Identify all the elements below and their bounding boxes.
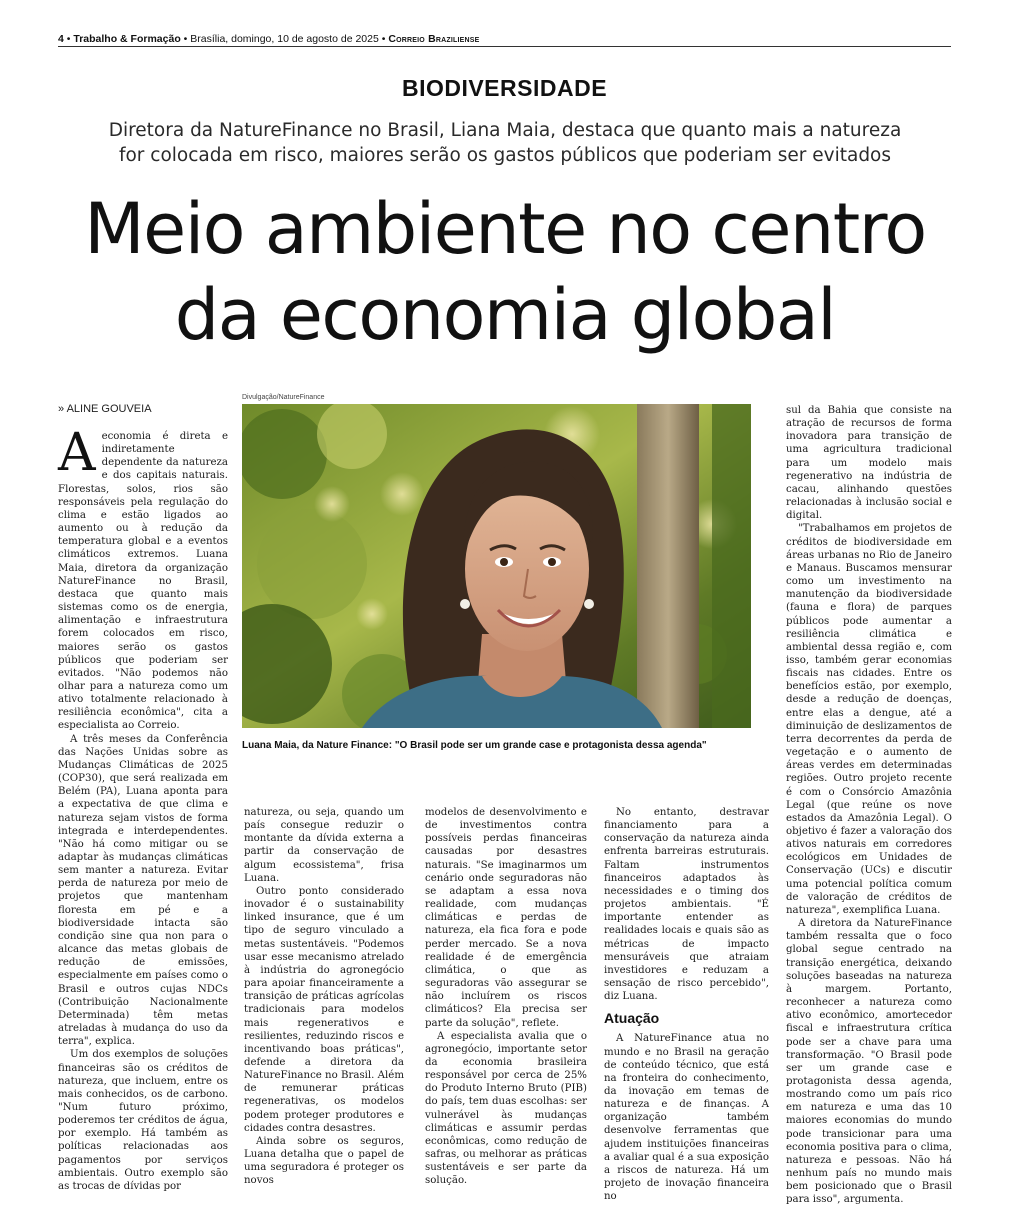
paragraph: sul da Bahia que consiste na atração de recursos de forma inovadora para transição de uma agricultura tradicional para um modelo mais regenerativo na indústria de cacau, alinhando questões relacionadas à inclusão social e digital. <box>786 405 952 522</box>
paragraph: Um dos exemplos de soluções financeiras são os créditos de natureza, que incluem, entre os mais conhecidos, os de carbono. "Num futuro próximo, poderemos ter créditos de água, por exemplo. Há também as políticas relacionadas aos pagamentos por serviços ambientais. Outro exemplo são as trocas de dívidas por <box>58 1049 228 1192</box>
article-column-2 <box>244 806 404 1188</box>
page-number: 4 <box>58 33 64 45</box>
photo-credit: Divulgação/NatureFinance <box>242 394 325 401</box>
headline-line-1: Meio ambiente no centro <box>84 188 926 270</box>
paragraph: Aeconomia é direta e indiretamente dependente da natureza e dos capitais naturais. Florestas, solos, rios são responsáveis pela regulação do clima e estão ligados ao aumento ou à redução da temperatura global e a eventos climáticos extremos. Luana Maia, diretora da organização NatureFinance no Brasil, destaca que quanto mais sistemas como os de energia, alimentação e infraestrutura forem colocados em risco, maiores serão os gastos públicos que poderiam ser evitados. "Não podemos não olhar para a natureza como um ativo totalmente relacionado à resiliência econômica", cita a especialista ao Correio. <box>58 423 228 732</box>
dateline: Brasília, domingo, 10 de agosto de 2025 <box>190 33 379 45</box>
portrait-photo <box>242 404 751 728</box>
photo-caption: Luana Maia, da Nature Finance: "O Brasil pode ser um grande case e protagonista dessa agenda" <box>242 740 707 751</box>
header-separator: • <box>66 33 71 45</box>
section-kicker: BIODIVERSIDADE <box>401 75 608 101</box>
paragraph: Ainda sobre os seguros, Luana detalha que o papel de uma seguradora é proteger os novos <box>244 1135 404 1187</box>
paragraph: modelos de desenvolvimento e de investimentos contra possíveis perdas financeiras causadas por desastres naturais. "Se imaginarmos um cenário onde seguradoras não se adaptam a essa nova realidade, com mudanças climáticas e perdas de natureza, ela fica fora e pode perder mercado. Se a nova realidade é de emergência climática, o que as seguradoras vão assegurar se não incluírem os riscos climáticos? Ela precisa ser parte da solução", reflete. <box>425 807 587 1029</box>
header-separator: • <box>183 33 188 45</box>
paragraph: Outro ponto considerado inovador é o sustainability linked insurance, que é um tipo de seguro vinculado a metas sustentáveis. "Podemos usar esse mecanismo atrelado à indústria do agronegócio para apoiar financeiramente a transição de práticas agrícolas tradicionais para modelos mais regenerativos e resilientes, reduzindo riscos e incentivando boas práticas", defende a diretora da NatureFinance no Brasil. Além de remunerar práticas regenerativas, os modelos podem proteger produtores e cidades contra desastres. <box>244 885 404 1134</box>
article-deck: Diretora da NatureFinance no Brasil, Liana Maia, destaca que quanto mais a natureza for colocada em risco, maiores serão os gastos públicos que poderiam ser evitados <box>108 120 902 166</box>
section-subhead: Atuação <box>604 1010 660 1027</box>
article-headline <box>40 186 970 358</box>
paragraph: A especialista avalia que o agronegócio, importante setor da economia brasileira responsável por cerca de 25% do Produto Interno Bruto (PIB) do país, tem duas escolhas: ser vulnerável às mudanças climáticas e assumir perdas econômicas, como redução de safras, ou melhorar as práticas sustentáveis e ser parte da solução. <box>425 1030 587 1187</box>
paragraph: "Trabalhamos em projetos de créditos de biodiversidade em áreas urbanas no Rio de Janeiro e Manaus. Buscamos mensurar como um investimento na manutenção da biodiversidade (fauna e flora) de parques públicos pode aumentar a resiliência climática e ambiental dessa região e, com isso, também gerar economias fiscais nas cidades. Entre os benefícios estão, por exemplo, desde a redução de doenças, entre elas a dengue, até a diminuição de deslizamentos de terra decorrentes da perda de vegetação e o aumento de áreas verdes em determinadas regiões. Outro projeto recente é com o Consórcio Amazônia Legal (que reúne os nove estados da Amazônia Legal). O objetivo é fazer a valoração dos ativos naturais em corredores ecológicos em Unidades de Conservação (UCs) e discutir uma potencial política comum de valoração de créditos de natureza", exemplifica Luana. <box>786 523 952 916</box>
paragraph: natureza, ou seja, quando um país consegue reduzir o montante da dívida externa a partir da conservação de algum ecossistema", frisa Luana. <box>244 807 404 884</box>
portrait-illustration <box>242 404 751 728</box>
article-column-5 <box>786 404 952 1207</box>
paragraph: A diretora da NatureFinance também ressalta que o foco global segue centrado na transição energética, deixando soluções baseadas na natureza à margem. Portanto, reconhecer a natureza como ativo econômico, amortecedor fiscal e infraestrutura crítica pode ser a chave para uma transformação. "O Brasil pode ser um grande case e protagonista dessa agenda, mostrando como um país rico em natureza e uma das 10 maiores economias do mundo pode transicionar para uma economia positiva para o clima, natureza e pessoas. Não há nenhum país no mundo mais bem posicionado que o Brasil para isso", argumenta. <box>786 918 952 1206</box>
headline-line-2: da economia global <box>174 274 836 356</box>
newspaper-name: Correio Braziliense <box>388 33 480 45</box>
paragraph: No entanto, destravar financiamento para a conservação da natureza ainda enfrenta barreiras estruturais. Faltam instrumentos financeiros adaptados às necessidades e o timing dos projetos ambientais. "É importante entender as realidades locais e quais são as métricas de impacto mensuráveis que atraiam investidores e reduzam a sensação de risco percebido", diz Luana. <box>604 807 769 1003</box>
paragraph: A NatureFinance atua no mundo e no Brasil na geração de conteúdo técnico, que está na fronteira do conhecimento, da inovação em temas de natureza e de finanças. A organização também desenvolve ferramentas que ajudem instituições financeiras a avaliar qual é a sua exposição a riscos de natureza. Há um projeto de inovação financeira no <box>604 1033 769 1203</box>
running-header <box>58 32 951 46</box>
article-column-3 <box>425 806 587 1188</box>
article-column-1 <box>58 423 228 1193</box>
byline: » ALINE GOUVEIA <box>58 403 152 415</box>
section-name: Trabalho & Formação <box>73 33 181 45</box>
article-column-4 <box>604 806 769 1203</box>
paragraph: A três meses da Conferência das Nações Unidas sobre as Mudanças Climáticas de 2025 (COP30), que será realizada em Belém (PA), Luana aponta para a expectativa de que clima e natureza sejam vistos de forma integrada e interdependentes. "Não há como mitigar ou se adaptar às mudanças climáticas sem manter a natureza. Evitar perda de natureza por meio de projetos que mantenham floresta em pé e a biodiversidade intacta são condição sine qua non para o alcance das metas globais de redução de emissões, especialmente em países como o Brasil e outros cujas NDCs (Contribuição Nacionalmente Determinada) têm metas atreladas à mudança do uso da terra", explica. <box>58 733 228 1048</box>
header-rule <box>58 46 951 47</box>
drop-cap: A <box>58 423 96 483</box>
header-separator: • <box>381 33 386 45</box>
